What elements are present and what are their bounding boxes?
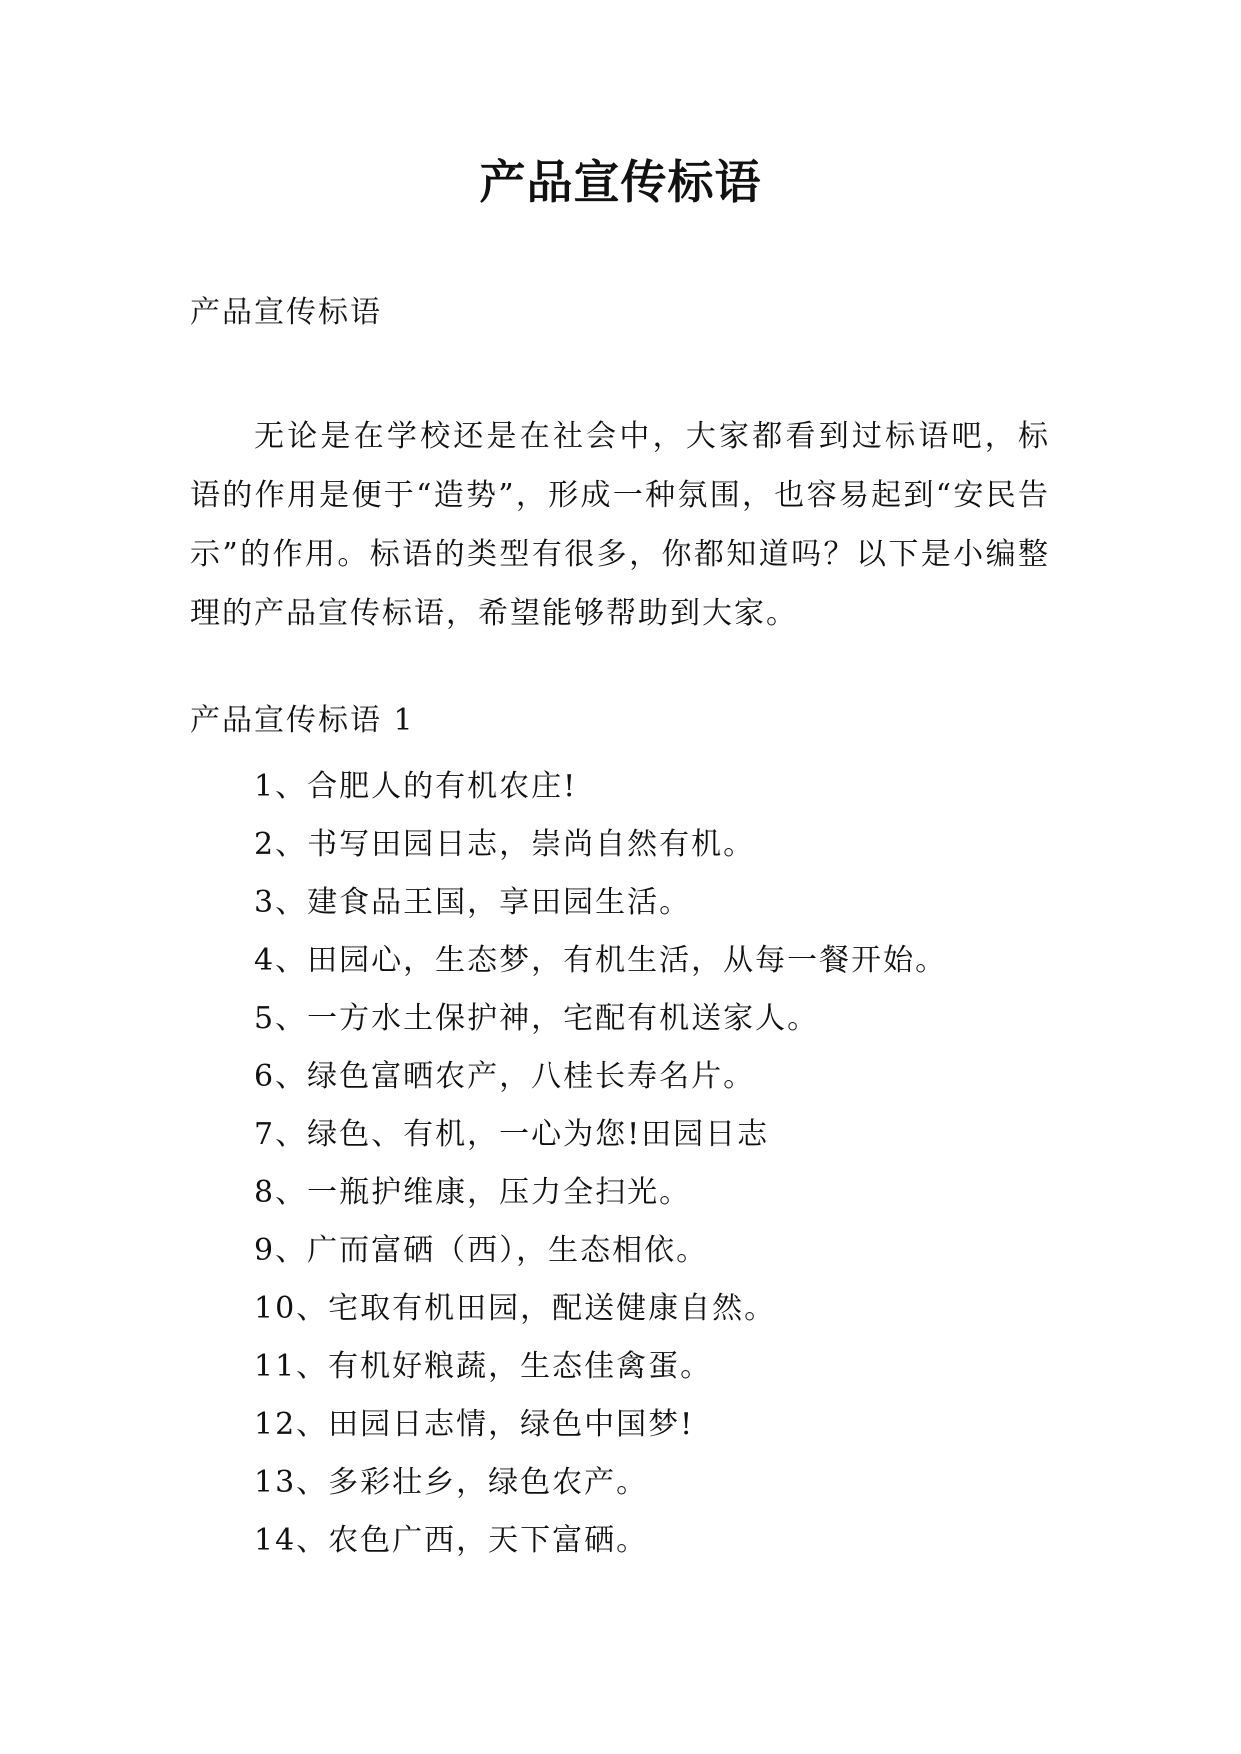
slogan-item: 10、宅取有机田园，配送健康自然。 [254, 1291, 777, 1326]
slogan-item: 11、有机好粮蔬，生态佳禽蛋。 [254, 1349, 713, 1384]
slogan-item: 4、田园心，生态梦，有机生活，从每一餐开始。 [254, 943, 948, 978]
slogan-item: 2、书写田园日志，崇尚自然有机。 [254, 827, 756, 862]
slogan-item: 8、一瓶护维康，压力全扫光。 [254, 1175, 692, 1210]
slogan-item: 7、绿色、有机，一心为您!田园日志 [254, 1117, 770, 1152]
slogan-item: 14、农色广西，天下富硒。 [254, 1523, 649, 1558]
slogan-list [254, 758, 947, 1570]
slogan-item: 12、田园日志情，绿色中国梦! [254, 1407, 695, 1442]
slogan-item: 13、多彩壮乡，绿色农产。 [254, 1465, 649, 1500]
slogan-item: 3、建食品王国，享田园生活。 [254, 885, 692, 920]
slogan-item: 6、绿色富晒农产，八桂长寿名片。 [254, 1059, 756, 1094]
document-subtitle: 产品宣传标语 [190, 295, 382, 330]
section-heading: 产品宣传标语 1 [190, 703, 415, 738]
slogan-item: 5、一方水土保护神，宅配有机送家人。 [254, 1001, 820, 1036]
slogan-item: 1、合肥人的有机农庄! [254, 769, 578, 804]
slogan-item: 9、广而富硒（西），生态相依。 [254, 1233, 709, 1268]
intro-paragraph: 无论是在学校还是在社会中，大家都看到过标语吧，标语的作用是便于“造势”，形成一种氛围，也容易起到“安民告示”的作用。标语的类型有很多，你都知道吗？以下是小编整理的产品宣传标语，希望能够帮助到大家。 [190, 419, 1050, 631]
document-title: 产品宣传标语 [479, 155, 762, 209]
